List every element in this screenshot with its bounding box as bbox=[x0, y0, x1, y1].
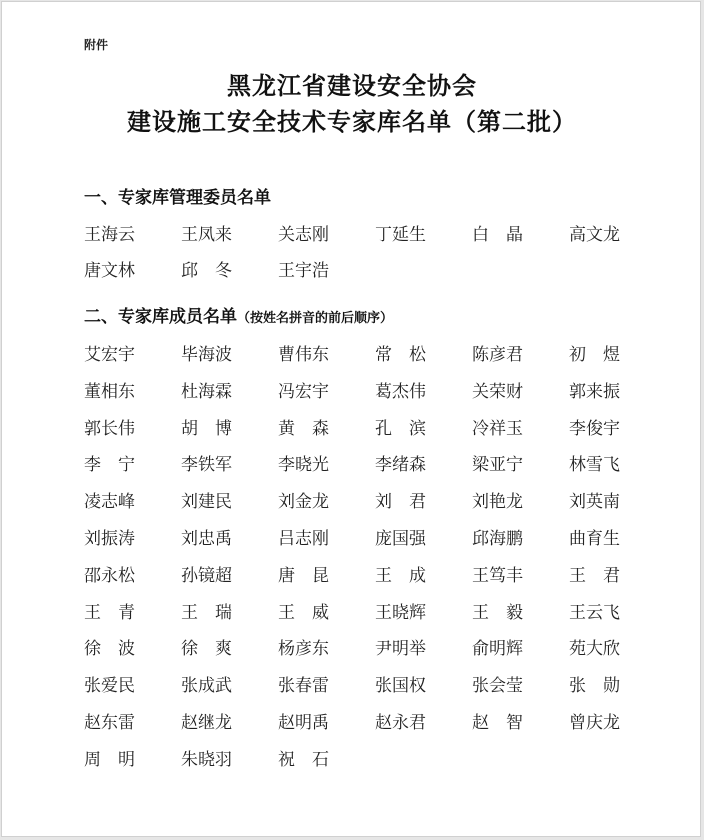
expert-member-name: 唐 昆 bbox=[278, 565, 329, 586]
committee-member-name: 王海云 bbox=[84, 225, 135, 245]
expert-member-name: 苑大欣 bbox=[569, 639, 620, 660]
expert-member-name: 刘艳龙 bbox=[472, 492, 523, 513]
expert-member-name: 张春雷 bbox=[278, 676, 329, 697]
expert-member-name: 常 松 bbox=[375, 345, 426, 365]
expert-member-name: 王 瑞 bbox=[181, 602, 232, 623]
expert-member-name: 葛杰伟 bbox=[375, 381, 426, 402]
expert-member-name: 邱海鹏 bbox=[472, 528, 523, 549]
attachment-label: 附件 bbox=[84, 38, 109, 52]
expert-member-name: 孔 滨 bbox=[375, 418, 426, 439]
committee-member-name: 白 晶 bbox=[472, 225, 523, 245]
expert-member-name: 艾宏宇 bbox=[84, 345, 135, 365]
expert-member-name: 郭长伟 bbox=[84, 418, 135, 439]
expert-member-name: 杨彦东 bbox=[278, 639, 329, 660]
expert-member-name: 祝 石 bbox=[278, 749, 329, 770]
committee-member-name: 丁延生 bbox=[375, 225, 426, 245]
expert-member-name: 庞国强 bbox=[375, 528, 426, 549]
expert-member-name: 李晓光 bbox=[278, 455, 329, 476]
expert-member-name: 王 成 bbox=[375, 565, 426, 586]
expert-member-name: 赵永君 bbox=[375, 712, 426, 733]
expert-member-name: 王 毅 bbox=[472, 602, 523, 623]
expert-member-name: 赵 智 bbox=[472, 712, 523, 733]
expert-member-name: 李 宁 bbox=[84, 455, 135, 476]
expert-member-name: 冯宏宇 bbox=[278, 381, 329, 402]
expert-member-name: 刘建民 bbox=[181, 492, 232, 513]
committee-member-name: 高文龙 bbox=[569, 225, 620, 245]
expert-member-name: 胡 博 bbox=[181, 418, 232, 439]
expert-member-name: 董相东 bbox=[84, 381, 135, 402]
expert-member-name: 刘金龙 bbox=[278, 492, 329, 513]
expert-member-name: 刘 君 bbox=[375, 492, 426, 513]
expert-member-name: 吕志刚 bbox=[278, 528, 329, 549]
committee-member-name: 王凤来 bbox=[181, 225, 232, 245]
expert-member-name: 杜海霖 bbox=[181, 381, 232, 402]
expert-member-name: 王笃丰 bbox=[472, 565, 523, 586]
expert-member-name: 王 威 bbox=[278, 602, 329, 623]
expert-member-name: 郭来振 bbox=[569, 381, 620, 402]
committee-member-name: 王宇浩 bbox=[278, 261, 329, 281]
committee-member-name: 邱 冬 bbox=[181, 261, 232, 281]
expert-member-name: 徐 爽 bbox=[181, 639, 232, 660]
expert-member-name: 俞明辉 bbox=[472, 639, 523, 660]
document-page bbox=[1, 1, 701, 837]
expert-member-name: 张会莹 bbox=[472, 676, 523, 697]
expert-member-name: 刘忠禹 bbox=[181, 528, 232, 549]
expert-member-name: 赵继龙 bbox=[181, 712, 232, 733]
expert-member-name: 张国权 bbox=[375, 676, 426, 697]
expert-member-name: 王云飞 bbox=[569, 602, 620, 623]
expert-member-name: 毕海波 bbox=[181, 345, 232, 365]
expert-member-name: 王 青 bbox=[84, 602, 135, 623]
expert-member-name: 张 勋 bbox=[569, 676, 620, 697]
expert-member-name: 曹伟东 bbox=[278, 345, 329, 365]
expert-member-name: 关荣财 bbox=[472, 381, 523, 402]
section-heading-committee bbox=[84, 183, 271, 208]
expert-member-name: 曾庆龙 bbox=[569, 712, 620, 733]
expert-member-name: 凌志峰 bbox=[84, 492, 135, 513]
expert-member-name: 朱晓羽 bbox=[181, 749, 232, 770]
expert-member-name: 初 煜 bbox=[569, 345, 620, 365]
expert-member-name: 赵东雷 bbox=[84, 712, 135, 733]
title-line-1: 黑龙江省建设安全协会 bbox=[227, 72, 477, 100]
expert-member-name: 王 君 bbox=[569, 565, 620, 586]
expert-member-name: 李俊宇 bbox=[569, 418, 620, 439]
section-heading-members bbox=[84, 302, 393, 327]
expert-member-name: 冷祥玉 bbox=[472, 418, 523, 439]
expert-member-name: 刘英南 bbox=[569, 492, 620, 513]
expert-member-name: 邵永松 bbox=[84, 565, 135, 586]
section-2-heading-text: 二、专家库成员名单 bbox=[84, 307, 237, 327]
expert-member-name: 孙镜超 bbox=[181, 565, 232, 586]
member-name-grid bbox=[84, 342, 666, 784]
expert-member-name: 刘振涛 bbox=[84, 528, 135, 549]
expert-member-name: 李绪森 bbox=[375, 455, 426, 476]
committee-member-name: 关志刚 bbox=[278, 225, 329, 245]
section-1-heading-text: 一、专家库管理委员名单 bbox=[84, 188, 271, 208]
expert-member-name: 林雪飞 bbox=[569, 455, 620, 476]
expert-member-name: 陈彦君 bbox=[472, 345, 523, 365]
expert-member-name: 周 明 bbox=[84, 749, 135, 770]
expert-member-name: 黄 森 bbox=[278, 418, 329, 439]
title-line-2: 建设施工安全技术专家库名单（第二批） bbox=[127, 108, 577, 136]
section-2-sort-note: （按姓名拼音的前后顺序） bbox=[237, 311, 394, 326]
expert-member-name: 张成武 bbox=[181, 676, 232, 697]
expert-member-name: 曲育生 bbox=[569, 528, 620, 549]
expert-member-name: 徐 波 bbox=[84, 639, 135, 660]
expert-member-name: 李铁军 bbox=[181, 455, 232, 476]
expert-member-name: 张爱民 bbox=[84, 676, 135, 697]
expert-member-name: 赵明禹 bbox=[278, 712, 329, 733]
committee-name-grid bbox=[84, 222, 666, 294]
expert-member-name: 梁亚宁 bbox=[472, 455, 523, 476]
committee-member-name: 唐文林 bbox=[84, 261, 135, 281]
expert-member-name: 尹明举 bbox=[375, 639, 426, 660]
expert-member-name: 王晓辉 bbox=[375, 602, 426, 623]
